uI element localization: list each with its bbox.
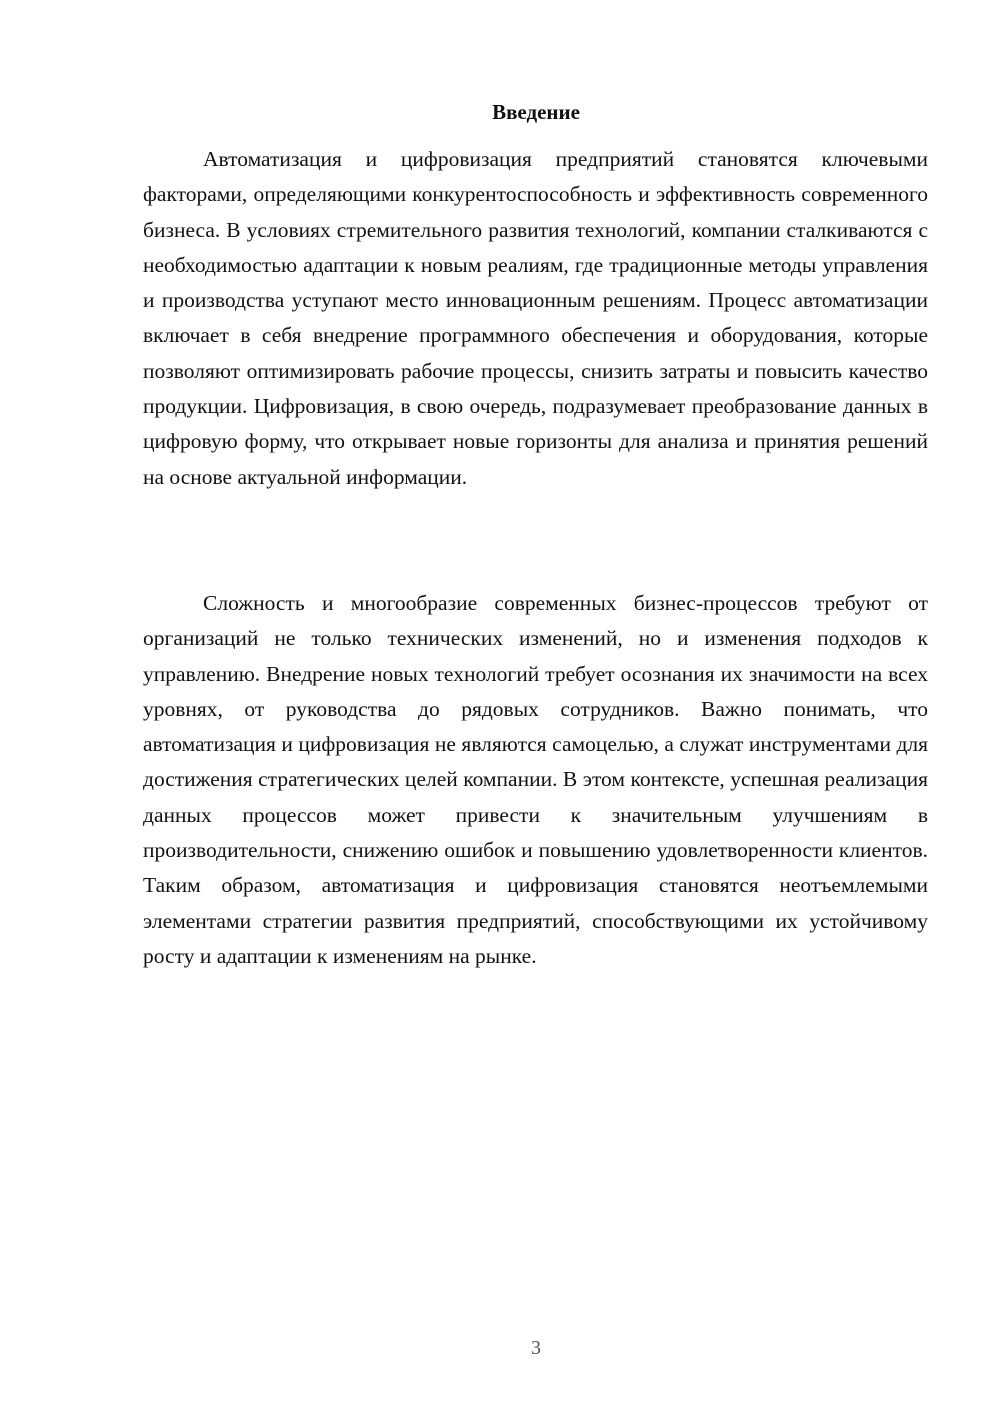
paragraph-2: Сложность и многообразие современных бизнес-процессов требуют от организаций не только технических изменений, но и изменения подходов к управлению. Внедрение новых технологий требует осознания их значимости на всех уровнях, от руководства до рядовых сотрудников. Важно понимать, что автоматизация и цифровизация не являются самоцелью, а служат инструментами для достижения стратегических целей компании. В этом контексте, успешная реализация данных процессов может привести к значительным улучшениям в производительности, снижению ошибок и повышению удовлетворенности клиентов. Таким образом, автоматизация и цифровизация становятся неотъемлемыми элементами стратегии развития предприятий, способствующими их устойчивому росту и адаптации к изменениям на рынке. — [143, 591, 928, 968]
section-title: Введение — [492, 100, 580, 124]
paragraph-1: Автоматизация и цифровизация предприятий становятся ключевыми факторами, определяющими конкурентоспособность и эффективность современного бизнеса. В условиях стремительного развития технологий, компании сталкиваются с необходимостью адаптации к новым реалиям, где традиционные методы управления и производства уступают место инновационным решениям. Процесс автоматизации включает в себя внедрение программного обеспечения и оборудования, которые позволяют оптимизировать рабочие процессы, снизить затраты и повысить качество продукции. Цифровизация, в свою очередь, подразумевает преобразование данных в цифровую форму, что открывает новые горизонты для анализа и принятия решений на основе актуальной информации. — [143, 147, 928, 489]
page-number: 3 — [531, 1337, 541, 1359]
